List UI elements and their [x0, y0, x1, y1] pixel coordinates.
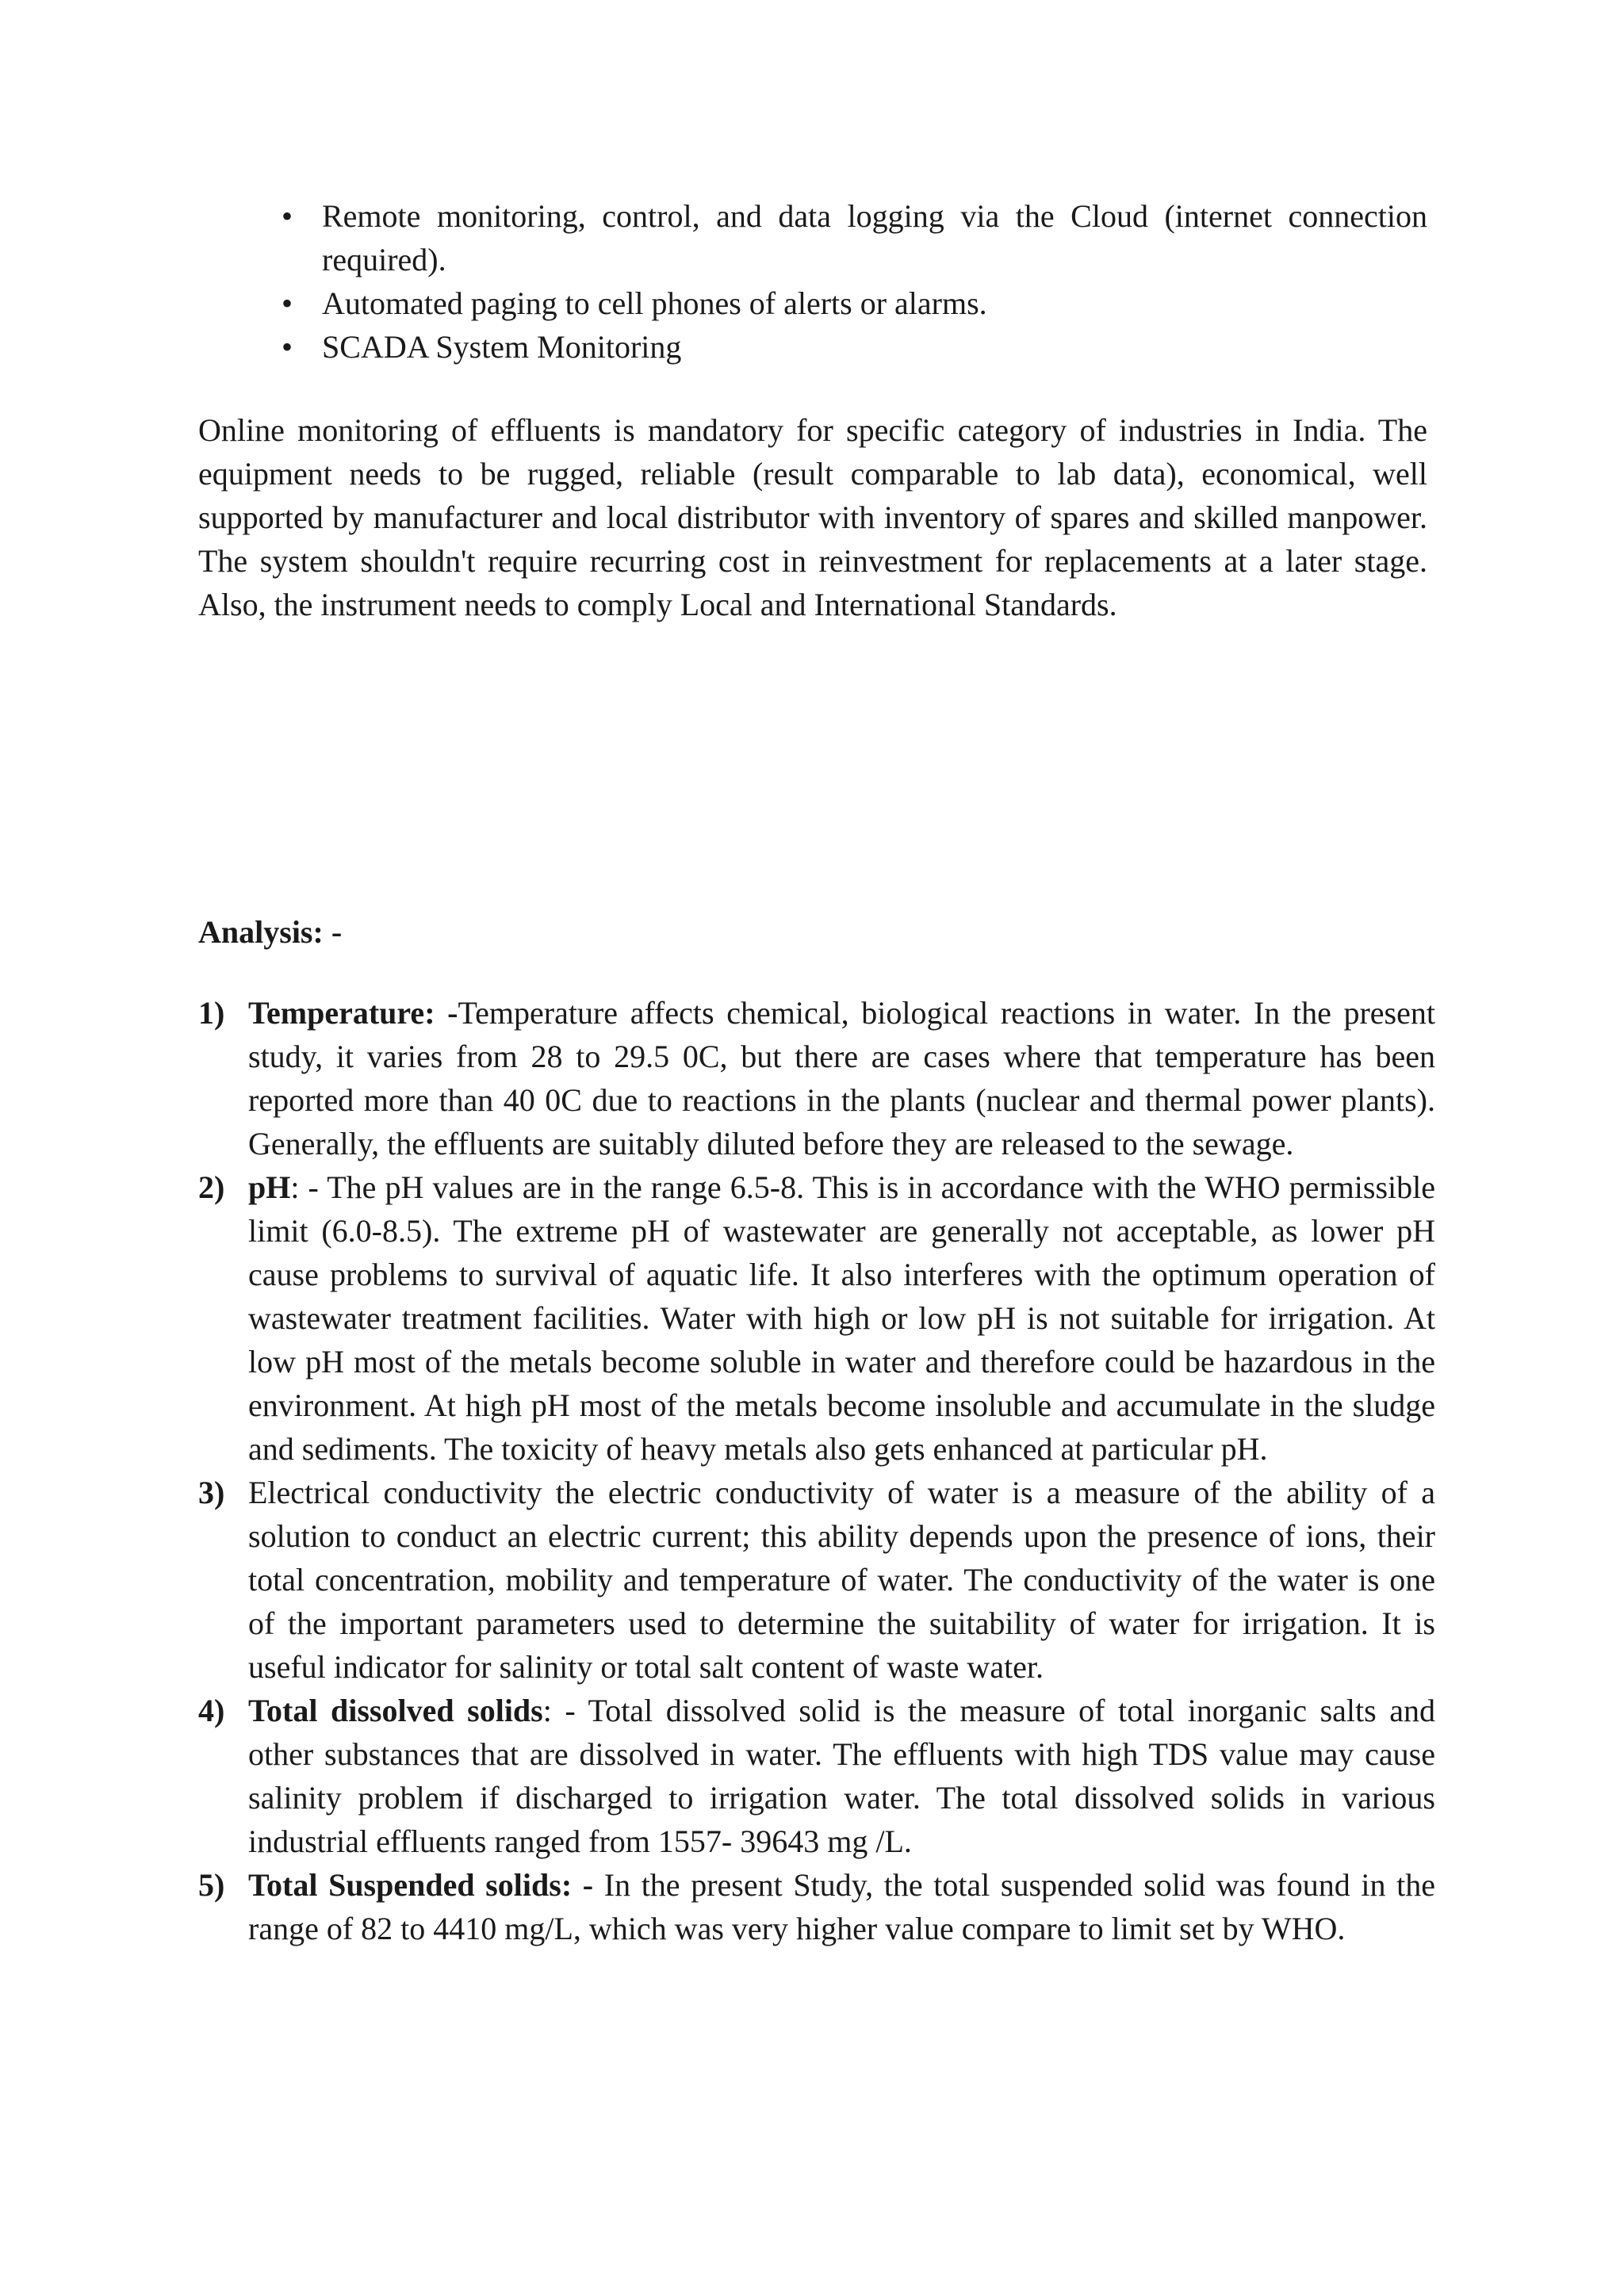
item-term: Temperature: -	[248, 995, 458, 1031]
item-number: 3)	[198, 1475, 225, 1510]
bullet-text: Remote monitoring, control, and data logging via the Cloud (internet connection required).	[322, 198, 1427, 277]
bullet-text: Automated paging to cell phones of alerts or alarms.	[322, 285, 987, 321]
bullet-item	[198, 325, 1427, 369]
item-term: pH	[248, 1169, 291, 1205]
item-text: : - The pH values are in the range 6.5-8. This is in accordance with the WHO permissible limit (6.0-8.5). The extreme pH of wastewater are generally not acceptable, as lower pH cause problems to survival of aquatic life. It also interferes with the optimum operation of wastewater treatment facilities. Water with high or low pH is not suitable for irrigation. At low pH most of the metals become soluble in water and therefore could be hazardous in the environment. At high pH most of the metals become insoluble and accumulate in the sludge and sediments. The toxicity of heavy metals also gets enhanced at particular pH.	[248, 1169, 1435, 1467]
bullet-icon: •	[281, 285, 293, 321]
bullet-icon: •	[281, 198, 293, 234]
item-text: Electrical conductivity the electric conductivity of water is a measure of the ability of a solution to conduct an electric current; this ability depends upon the presence of ions, their total concentration, mobility and temperature of water. The conductivity of the water is one of the important parameters used to determine the suitability of water for irrigation. It is useful indicator for salinity or total salt content of waste water.	[248, 1475, 1435, 1685]
item-term: Total dissolved solids	[248, 1693, 543, 1728]
item-number: 5)	[198, 1867, 225, 1903]
analysis-heading: Analysis: -	[198, 914, 343, 950]
bullet-text: SCADA System Monitoring	[322, 329, 682, 365]
item-text: Temperature affects chemical, biological reactions in water. In the present study, it varies from 28 to 29.5 0C, but there are cases where that temperature has been reported more than 40 0C due to reactions in the plants (nuclear and thermal power plants). Generally, the effluents are suitably diluted before they are released to the sewage.	[248, 995, 1435, 1161]
bullet-item	[198, 194, 1427, 281]
analysis-item-conductivity	[198, 1471, 1435, 1689]
item-text: : - Total dissolved solid is the measure of total inorganic salts and other substances that are dissolved in water. The effluents with high TDS value may cause salinity problem if discharged to irrigation water. The total dissolved solids in various industrial effluents ranged from 1557- 39643 mg /L.	[248, 1693, 1435, 1859]
item-number: 4)	[198, 1693, 225, 1728]
bullet-item	[198, 281, 1427, 325]
analysis-list	[198, 991, 1435, 1950]
item-term: Total Suspended solids: -	[248, 1867, 594, 1903]
analysis-item-temperature	[198, 991, 1435, 1165]
intro-paragraph: Online monitoring of effluents is mandatory for specific category of industries in India. The equipment needs to be rugged, reliable (result comparable to lab data), economical, well supported by manufacturer and local distributor with inventory of spares and skilled manpower. The system shouldn't require recurring cost in reinvestment for replacements at a later stage. Also, the instrument needs to comply Local and International Standards.	[198, 412, 1427, 622]
item-text: In the present Study, the total suspended solid was found in the range of 82 to 4410 mg/L, which was very higher value compare to limit set by WHO.	[248, 1867, 1435, 1946]
analysis-item-tds	[198, 1689, 1435, 1863]
analysis-item-tss	[198, 1863, 1435, 1950]
analysis-item-ph	[198, 1165, 1435, 1471]
item-number: 1)	[198, 995, 225, 1031]
bullet-icon: •	[281, 329, 293, 365]
feature-bullet-list	[198, 194, 1427, 369]
item-number: 2)	[198, 1169, 225, 1205]
